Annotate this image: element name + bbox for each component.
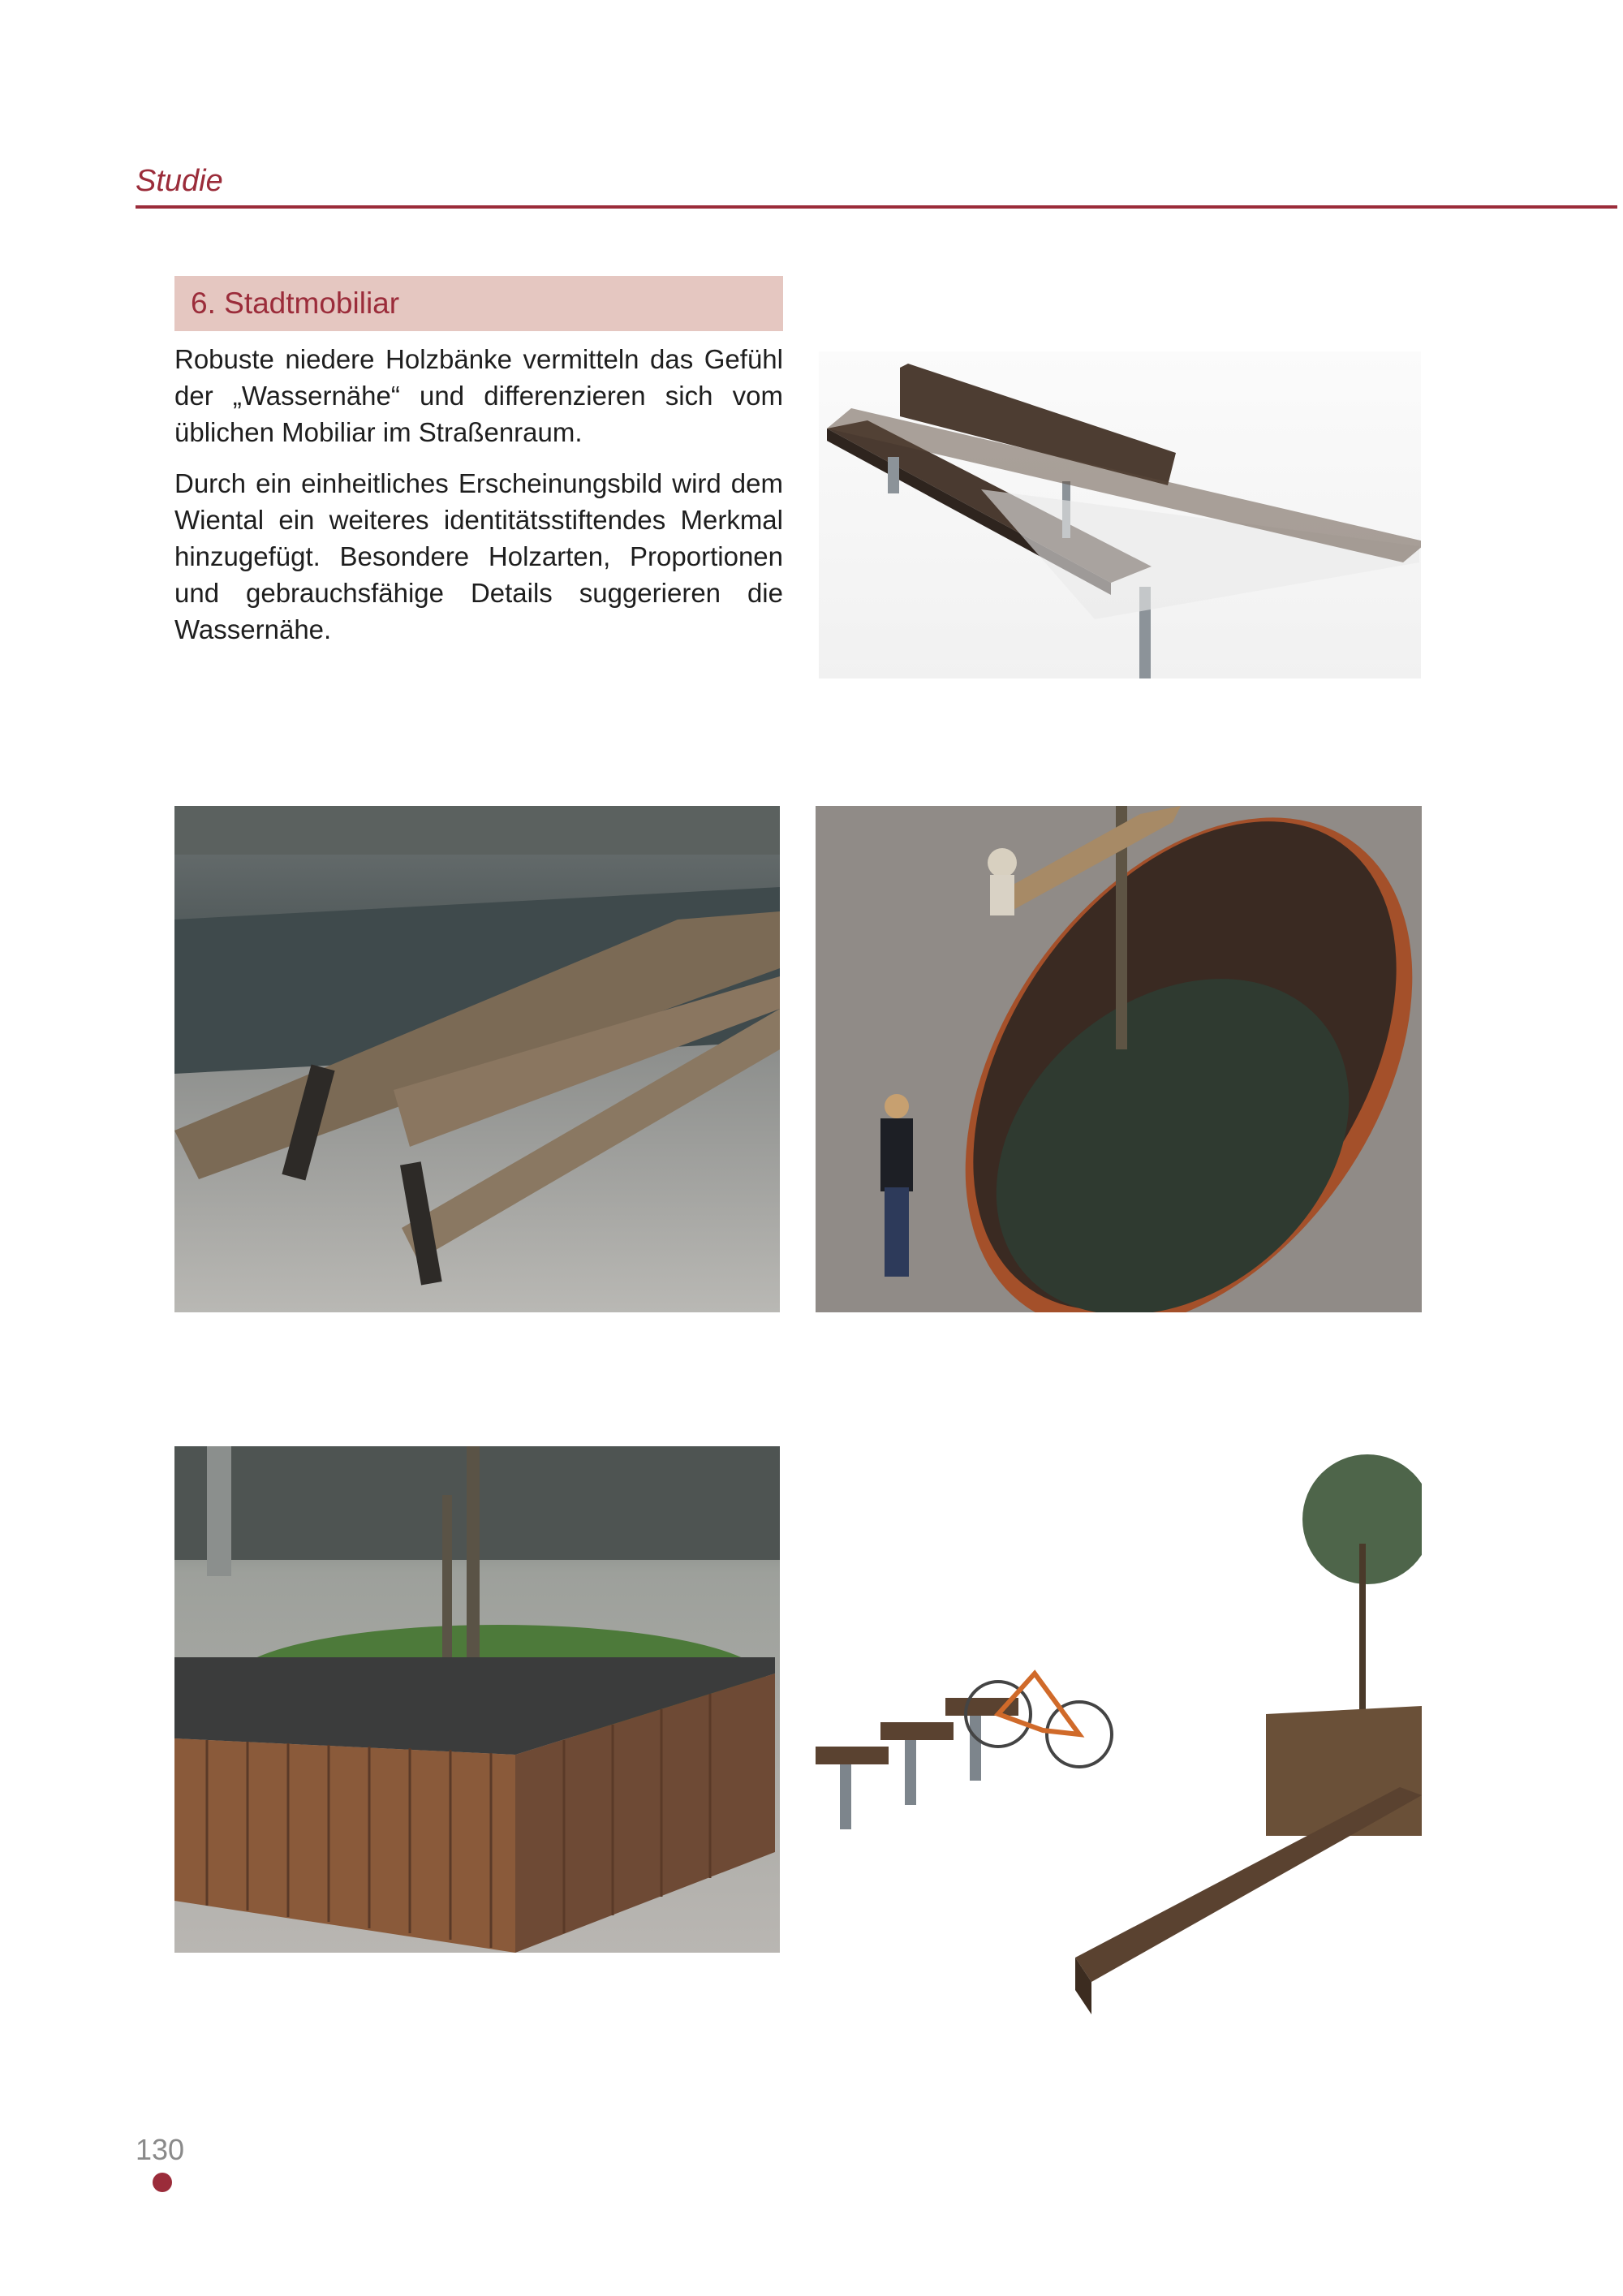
paragraph: Robuste niedere Holzbänke vermitteln das Gefühl der „Wassernähe“ und differenzieren sich vom üblichen Mobiliar im Straßenraum. <box>174 344 783 447</box>
planter-bench-photo <box>816 806 1422 1312</box>
section-heading: 6. Stadtmobiliar <box>191 286 400 320</box>
section-body <box>174 341 783 662</box>
benches-by-water-photo <box>174 806 780 1312</box>
header-rule <box>136 205 1617 209</box>
wooden-planter-photo <box>174 1446 780 1953</box>
running-head-title: Studie <box>136 164 223 198</box>
page-marker-dot <box>153 2173 172 2192</box>
bench-bike-rack-render-image <box>816 1446 1422 2059</box>
section-heading-box <box>174 276 783 331</box>
paragraph: Durch ein einheitliches Erscheinungsbild wird dem Wiental ein weiteres identitätsstiftendes Merkmal hinzugefügt. Besondere Holzarten, Proportionen und gebrauchsfähige Details suggerieren die Wassernähe. <box>174 468 783 644</box>
page-number: 130 <box>136 2133 185 2166</box>
bench-render-image <box>819 351 1421 678</box>
